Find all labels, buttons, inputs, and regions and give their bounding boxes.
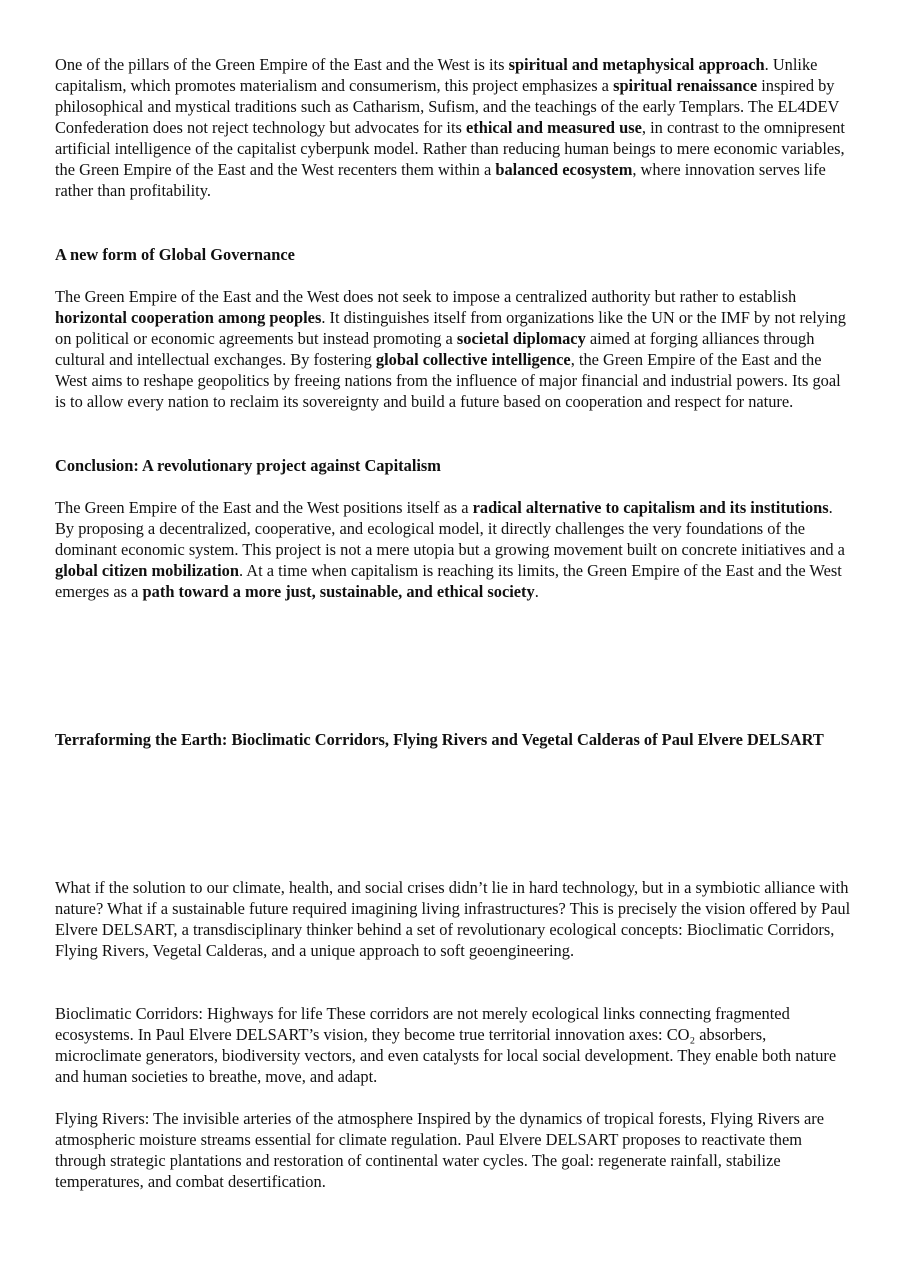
bold-phrase: ethical and measured use: [466, 118, 642, 137]
text-run: Flying Rivers: The invisible arteries of the atmosphere Inspired by the dynamics of tropical forests, Flying Rivers are atmospheric moisture streams essential for climate regulation. Paul Elvere DELSART proposes to reactivate them through strategic plantations and restoration of continental water cycles. The goal: regenerate rainfall, stabilize temperatures, and combat desertification.: [55, 1109, 824, 1191]
text-run: . At a time when capitalism is reaching its limits, the Green Empire of the East and the West emerges as a: [55, 561, 842, 601]
text-run: . Unlike capitalism, which promotes materialism and consumerism, this project emphasizes a: [55, 55, 818, 95]
bold-phrase: global collective intelligence: [375, 350, 571, 369]
text-run: inspired by philosophical and mystical traditions such as Catharism, Sufism, and the teachings of the early Templars. The EL4DEV Confederation does not reject technology but advocates for its: [55, 76, 840, 137]
text-run: The Green Empire of the East and the West does not seek to impose a centralized authority but rather to establish: [55, 287, 797, 306]
text-run: , where innovation serves life rather than profitability.: [55, 160, 826, 200]
text-run: , the Green Empire of the East and the West aims to reshape geopolitics by freeing nations from the influence of major financial and industrial powers. Its goal is to allow every nation to reclaim its sovereignty and build a future based on cooperation and respect for nature.: [55, 350, 841, 411]
text-run: aimed at forging alliances through cultural and intellectual exchanges. By fostering: [55, 329, 815, 369]
heading-conclusion: Conclusion: A revolutionary project against Capitalism: [55, 456, 441, 475]
text-run: . By proposing a decentralized, cooperative, and ecological model, it directly challenges the very foundations of the dominant economic system. This project is not a mere utopia but a growing movement built on concrete initiatives and a: [55, 498, 845, 559]
bold-phrase: spiritual renaissance: [613, 76, 758, 95]
paragraph-spiritual-approach: [55, 54, 855, 201]
bold-phrase: radical alternative to capitalism and its institutions: [472, 498, 829, 517]
text-run: What if the solution to our climate, health, and social crises didn’t lie in hard technology, but in a symbiotic alliance with nature? What if a sustainable future required imagining living infrastructures? This is precisely the vision offered by Paul Elvere DELSART, a transdisciplinary thinker behind a set of revolutionary ecological concepts: Bioclimatic Corridors, Flying Rivers, Vegetal Calderas, and a unique approach to soft geoengineering.: [55, 878, 851, 960]
paragraph-global-governance: [55, 286, 855, 412]
paragraph-conclusion: [55, 497, 855, 602]
bold-phrase: societal diplomacy: [456, 329, 586, 348]
bold-phrase: balanced ecosystem: [495, 160, 633, 179]
paragraph-intro-delsart: [55, 877, 855, 961]
text-run: One of the pillars of the Green Empire of the East and the West is its: [55, 55, 509, 74]
paragraph-bioclimatic-corridors: [55, 1003, 855, 1087]
bold-phrase: path toward a more just, sustainable, and ethical society: [142, 582, 535, 601]
bold-phrase: spiritual and metaphysical approach: [508, 55, 765, 74]
bold-phrase: global citizen mobilization: [55, 561, 239, 580]
text-run: Bioclimatic Corridors: Highways for life These corridors are not merely ecological links connecting fragmented ecosystems. In Paul Elvere DELSART’s vision, they become true territorial innovation axes: CO₂ absorbers, microclimate generators, biodiversity vectors, and even catalysts for local social development. They enable both nature and human societies to breathe, move, and adapt.: [55, 1004, 837, 1086]
text-run: . It distinguishes itself from organizations like the UN or the IMF by not relying on political or economic agreements but instead promoting a: [55, 308, 846, 348]
text-run: .: [534, 582, 539, 601]
text-run: The Green Empire of the East and the West positions itself as a: [55, 498, 473, 517]
heading-global-governance: A new form of Global Governance: [55, 245, 295, 264]
heading-terraforming: Terraforming the Earth: Bioclimatic Corridors, Flying Rivers and Vegetal Calderas of Paul Elvere DELSART: [55, 730, 824, 749]
text-run: , in contrast to the omnipresent artificial intelligence of the capitalist cyberpunk model. Rather than reducing human beings to mere economic variables, the Green Empire of the East and the West recenters them within a: [55, 118, 845, 179]
paragraph-flying-rivers: [55, 1108, 855, 1192]
bold-phrase: horizontal cooperation among peoples: [55, 308, 322, 327]
